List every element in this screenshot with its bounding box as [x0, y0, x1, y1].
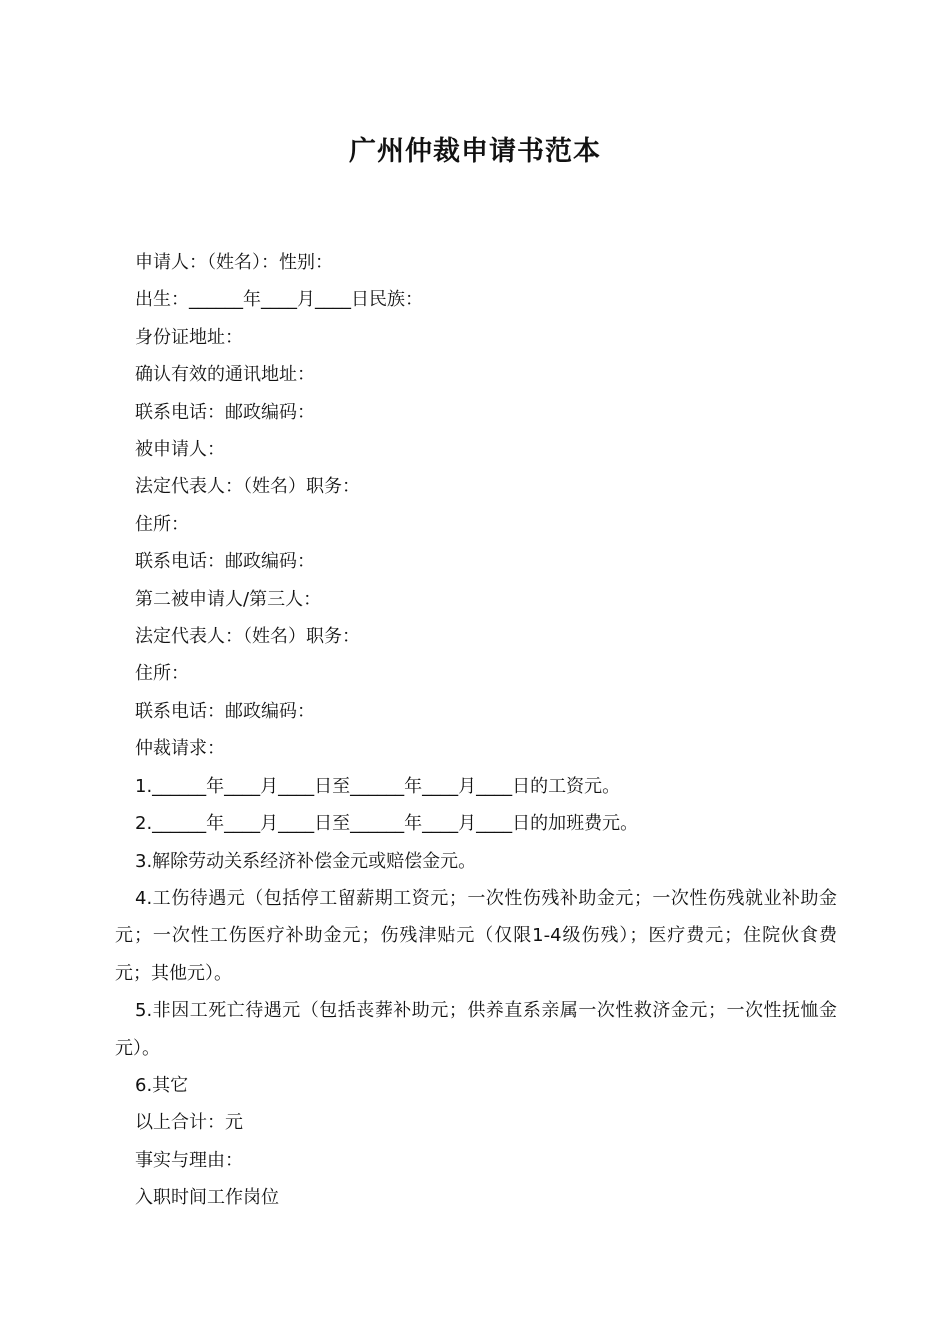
mailing-address-line: 确认有效的通讯地址：: [135, 364, 315, 386]
claim-item-1: 1.______年____月____日至______年____月____日的工资元。: [135, 775, 621, 797]
claim-item-2: 2.______年____月____日至______年____月____日的加班费元。: [135, 813, 639, 835]
document-title: 广州仲裁申请书范本: [349, 136, 601, 167]
claim-item-6: 6.其它: [135, 1074, 189, 1096]
claim-item-4: 4.工伤待遇元（包括停工留薪期工资元；一次性伤残补助金元；一次性伤残就业补助金元；一次性工伤医疗补助金元；伤残津贴元（仅限1-4级伤残）；医疗费元；住院伙食费元；其他元）。: [115, 887, 837, 984]
total-line: 以上合计：元: [135, 1112, 243, 1134]
respondent-residence-line: 住所：: [135, 513, 189, 535]
birth-line: 出生：______年____月____日民族：: [135, 289, 423, 311]
applicant-contact-line: 联系电话：邮政编码：: [135, 401, 315, 423]
facts-reasons-heading: 事实与理由：: [135, 1149, 243, 1171]
employment-line: 入职时间工作岗位: [135, 1187, 279, 1209]
respondent-line: 被申请人：: [135, 439, 225, 461]
arbitration-claims-heading: 仲裁请求：: [135, 738, 225, 760]
second-respondent-contact-line: 联系电话：邮政编码：: [135, 700, 315, 722]
document-body: [115, 244, 837, 1217]
applicant-line: 申请人：（姓名）：性别：: [135, 252, 333, 273]
second-respondent-line: 第二被申请人/第三人：: [135, 588, 322, 610]
respondent-contact-line: 联系电话：邮政编码：: [135, 551, 315, 573]
second-respondent-legal-rep-line: 法定代表人：（姓名）职务：: [135, 626, 360, 648]
claim-item-5: 5.非因工死亡待遇元（包括丧葬补助元；供养直系亲属一次性救济金元；一次性抚恤金元）。: [115, 1000, 837, 1059]
second-respondent-residence-line: 住所：: [135, 663, 189, 685]
claim-item-3: 3.解除劳动关系经济补偿金元或赔偿金元。: [135, 850, 477, 872]
id-address-line: 身份证地址：: [135, 326, 243, 348]
respondent-legal-rep-line: 法定代表人：（姓名）职务：: [135, 476, 360, 498]
